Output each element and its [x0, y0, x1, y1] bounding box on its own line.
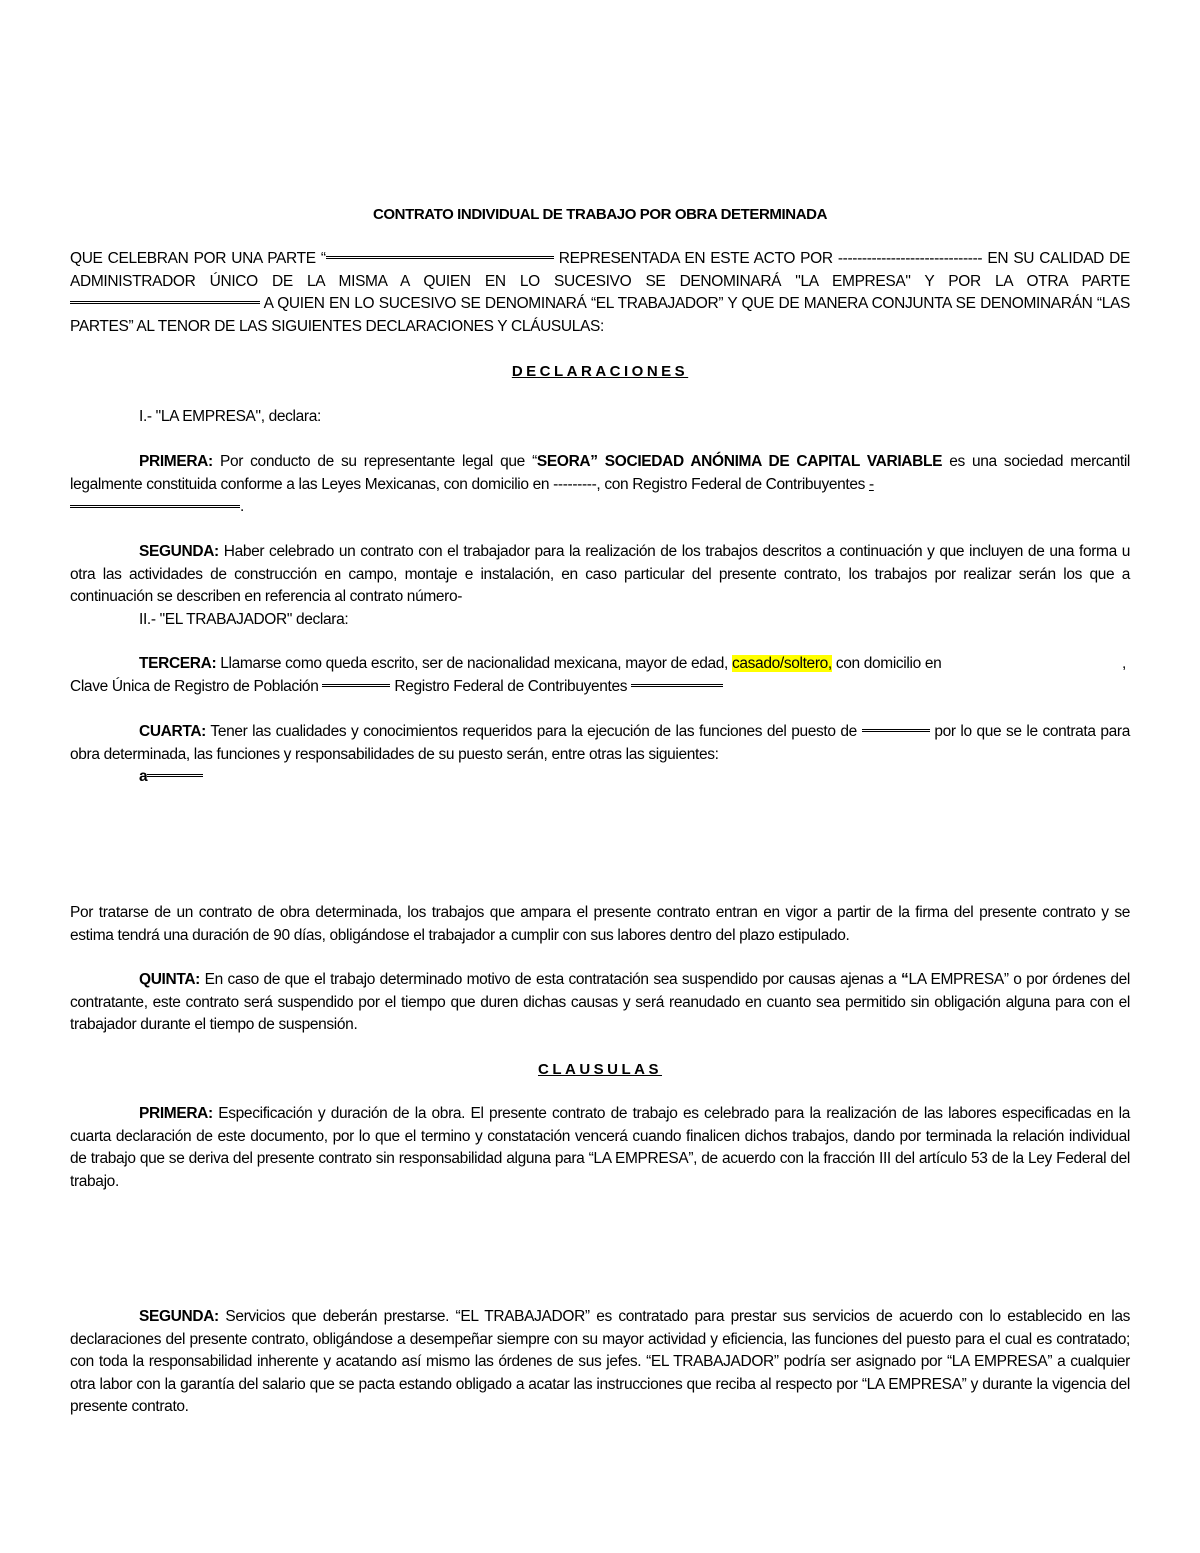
intro-part-1: QUE CELEBRAN POR UNA PARTE “: [70, 250, 326, 267]
primera-end: .: [240, 498, 244, 515]
clausula-segunda: [70, 1306, 1130, 1419]
quinta-quote: “: [901, 971, 909, 988]
clausulas-heading: CLAUSULAS: [538, 1061, 662, 1078]
primera-label: PRIMERA:: [139, 453, 213, 470]
worker-rfc-blank: [631, 684, 723, 687]
item-a-blank: [147, 774, 203, 777]
cuarta-text-1: Tener las cualidades y conocimientos requeridos para la ejecución de las funciones del puesto de: [206, 723, 862, 740]
quinta-text-2: LA EMPRESA” o por órdenes del contratante, este contrato será suspendido por el tiempo que duren dichas causas y será reanudado en cuanto sea permitido sin obligación alguna para con el trabajador durante el tiempo de suspensión.: [70, 971, 1130, 1033]
declaracion-quinta: [70, 969, 1130, 1037]
declaracion-segunda: [70, 541, 1130, 609]
tercera-label: TERCERA:: [139, 655, 217, 672]
cuarta-label: CUARTA:: [139, 723, 206, 740]
tercera-text-1: Llamarse como queda escrito, ser de nacionalidad mexicana, mayor de edad,: [216, 655, 732, 672]
segunda-text: Haber celebrado un contrato con el trabajador para la realización de los trabajos descritos a continuación y que incluyen de una forma u otra las actividades de construcción en campo, montaje e instalación, en caso particular del presente contrato, los trabajos por realizar serán los que a continuación se describen en referencia al contrato número-: [70, 543, 1130, 605]
trabajador-declares-label: II.- "EL TRABAJADOR" declara:: [139, 611, 349, 628]
primera-text-1: Por conducto de su representante legal que “: [212, 453, 537, 470]
tercera-text-2: con domicilio en: [831, 655, 942, 672]
company-rfc-blank: [70, 505, 240, 508]
declaracion-cuarta: [70, 721, 1130, 766]
curp-rfc-line: [70, 676, 1130, 699]
quinta-label: QUINTA:: [139, 971, 200, 988]
clausula-primera: [70, 1103, 1130, 1193]
rfc-dash: -: [868, 475, 874, 493]
clausula-primera-label: PRIMERA:: [139, 1105, 213, 1122]
segunda-label: SEGUNDA:: [139, 543, 219, 560]
position-blank: [862, 729, 930, 732]
address-comma: ,: [1122, 655, 1126, 672]
curp-blank: [322, 684, 390, 687]
intro-part-3: A QUIEN EN LO SUCESIVO SE DENOMINARÁ “EL TRABAJADOR” Y QUE DE MANERA CONJUNTA SE DENOMINARÁN “LAS PARTES” AL TENOR DE LAS SIGUIENTES DECLARACIONES Y CLÁUSULAS:: [70, 295, 1130, 335]
declaraciones-heading: DECLARACIONES: [511, 363, 689, 380]
curp-label: Clave Única de Registro de Población: [70, 678, 323, 695]
item-a-label: a: [139, 768, 148, 785]
clausula-primera-text: Especificación y duración de la obra. El presente contrato de trabajo es celebrado para la realización de las labores especificadas en la cuarta declaración de este documento, por lo que el termino y constatación vencerá cuando finalicen dichos trabajos, dando por terminada la relación individual de trabajo que se deriva del presente contrato sin responsabilidad alguna para “LA EMPRESA”, de acuerdo con la fracción III del artículo 53 de la Ley Federal del trabajo.: [70, 1105, 1130, 1190]
quinta-text-1: En caso de que el trabajo determinado motivo de esta contratación sea suspendido por causas ajenas a: [199, 971, 902, 988]
company-name-blank: [326, 256, 554, 259]
contract-title: CONTRATO INDIVIDUAL DE TRABAJO POR OBRA DETERMINADA: [372, 206, 828, 223]
primera-text-2: es una sociedad mercantil legalmente constituida conforme a las Leyes Mexicanas, con domicilio en ---------, con Registro Federal de Contribuyentes: [70, 453, 1131, 493]
clausula-segunda-label: SEGUNDA:: [139, 1308, 219, 1325]
company-legal-name: SEORA” SOCIEDAD ANÓNIMA DE CAPITAL VARIABLE: [536, 453, 943, 470]
cuarta-text-2: por lo que se le contrata para obra determinada, las funciones y responsabilidades de su puesto serán, entre otras las siguientes:: [70, 723, 1130, 763]
worker-rfc-label: Registro Federal de Contribuyentes: [390, 678, 632, 695]
function-item-a: [139, 766, 1129, 789]
declaracion-tercera: [70, 653, 1130, 676]
marital-status-highlight: casado/soltero,: [731, 655, 832, 672]
intro-paragraph: [70, 248, 1130, 338]
worker-name-blank: [70, 301, 260, 304]
declaracion-primera: [70, 451, 1130, 519]
intro-part-2: REPRESENTADA EN ESTE ACTO POR ------------------------------ EN SU CALIDAD DE ADMINISTRADOR ÚNICO DE LA MISMA A QUIEN EN LO SUCESIVO SE DENOMINARÁ "LA EMPRESA" Y POR LA OTRA PARTE: [70, 250, 1130, 290]
clausula-segunda-text: Servicios que deberán prestarse. “EL TRABAJADOR” es contratado para prestar sus servicios de acuerdo con lo establecido en las declaraciones del presente contrato, obligándose a desempeñar siempre con su mayor actividad y eficiencia, las funciones del puesto para el cual es contratado; con toda la responsabilidad inherente y acatando así mismo las órdenes de sus jefes. “EL TRABAJADOR” podría ser asignado por “LA EMPRESA” a cualquier otra labor con la garantía del salario que se pacta estando obligado a acatar las instrucciones que reciba al respecto por “LA EMPRESA” y durante la vigencia del presente contrato.: [70, 1308, 1130, 1415]
duration-paragraph: Por tratarse de un contrato de obra determinada, los trabajos que ampara el presente contrato entran en vigor a partir de la firma del presente contrato y se estima tendrá una duración de 90 días, obligándose el trabajador a cumplir con sus labores dentro del plazo estipulado.: [70, 904, 1130, 944]
empresa-declares-label: I.- "LA EMPRESA", declara:: [139, 408, 321, 425]
